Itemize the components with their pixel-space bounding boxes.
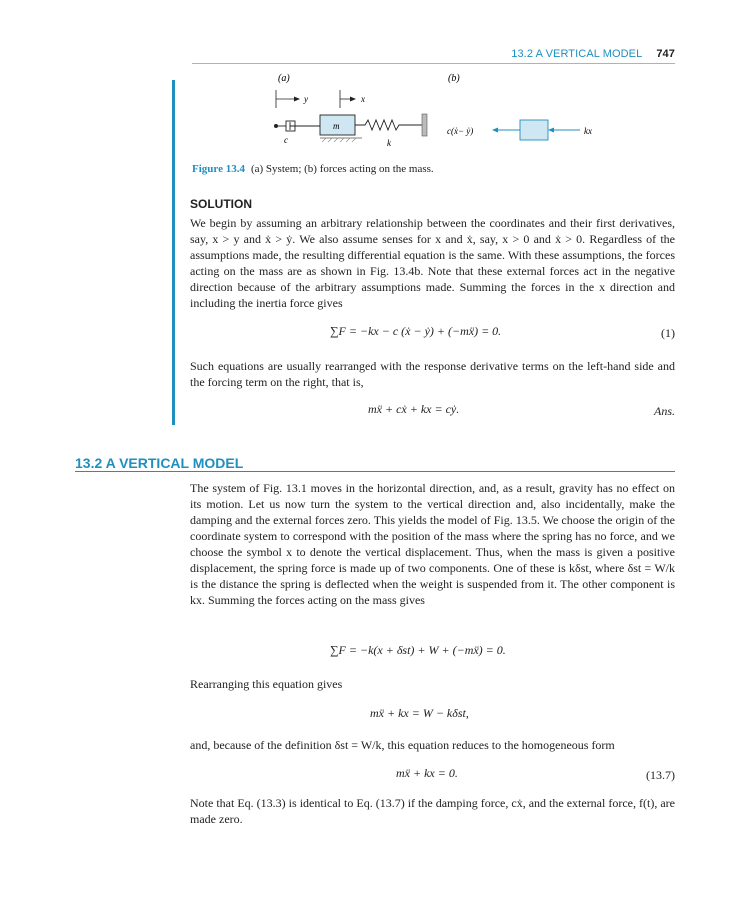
paragraph-vertical-model: The system of Fig. 13.1 moves in the horizontal direction, and, as a result, gravity has no effect on its motion. Let us now turn the system to the vertical direction and, also incidentally, make the damping and the external forces zero. This yields the model of Fig. 13.5. We choose the origin of the coordinate system to correspond with the position of the mass where the spring has no force, and we choose the symbol x to denote the vertical displacement. Thus, when the mass is given a positive displacement, the spring force is made up of two components. One of these is kδst, where δst = W/k is the distance the spring is deflected when the weight is suspended from it. The other component is kx. Summing the forces acting on the mass gives <box>190 481 675 607</box>
section-heading: 13.2 A VERTICAL MODEL <box>75 455 244 471</box>
spring-label: k <box>387 138 391 148</box>
figure-caption <box>192 163 434 175</box>
paragraph-definition: and, because of the definition δst = W/k, this equation reduces to the homogeneous form <box>190 738 615 752</box>
equation-2: mẍ + cẋ + kx = cẏ. <box>368 402 460 416</box>
force-spring-arrow <box>548 128 580 133</box>
equation-sum-forces: ∑F = −k(x + δst) + W + (−mẍ) = 0. <box>330 643 506 657</box>
figure-13-4 <box>190 68 620 163</box>
wall-symbol <box>422 114 427 136</box>
damper-symbol <box>274 121 320 131</box>
figure-label-a: (a) <box>278 73 290 84</box>
damper-label: c <box>284 135 288 145</box>
force-damper-arrow <box>492 128 520 133</box>
answer-tag: Ans. <box>654 404 675 418</box>
figure-caption-text: (a) System; (b) forces acting on the mass. <box>250 163 434 175</box>
figure-caption-label: Figure 13.4 <box>192 163 245 175</box>
paragraph-solution-intro: We begin by assuming an arbitrary relationship between the coordinates and their first derivatives, say, x > y and ẋ > ẏ. We also assume senses for x and ẋ, say, x > 0 and ẋ > 0. Regardless of the assumptions made, the resulting differential equation is the same. With these assumptions, the forces acting on the mass are as shown in Fig. 13.4b. Note that these external forces act in the negative direction because of the arbitrary assumptions made. Summing the forces in the x direction and including the inertia force gives <box>190 216 675 310</box>
force-damper-label: c(ẋ− ẏ) <box>447 126 474 136</box>
equation-1: ∑F = −kx − c (ẋ − ẏ) + (−mẍ) = 0. <box>330 324 502 338</box>
example-sidebar-bar <box>172 80 175 425</box>
coordinate-y-label: y <box>304 94 308 104</box>
equation-13-7: mẍ + kx = 0. <box>396 766 458 780</box>
fbd-mass-block <box>520 120 548 140</box>
coordinate-x-label: x <box>361 94 365 104</box>
solution-heading: SOLUTION <box>190 197 252 211</box>
mass-label: m <box>333 121 340 131</box>
paragraph-rearranged: Such equations are usually rearranged with the response derivative terms on the left-hand side and the forcing term on the right, that is, <box>190 359 675 389</box>
ground-hatching <box>320 138 362 142</box>
spring-symbol <box>355 120 422 130</box>
equation-13-7-number: (13.7) <box>646 768 675 782</box>
equation-rearranged: mẍ + kx = W − kδst, <box>370 706 469 720</box>
running-head <box>511 48 675 60</box>
section-rule <box>75 471 675 472</box>
force-spring-label: kx <box>584 126 592 136</box>
coordinate-y-arrow <box>276 90 300 108</box>
page-number: 747 <box>656 48 675 60</box>
running-head-section: 13.2 A VERTICAL MODEL <box>511 48 643 60</box>
paragraph-note: Note that Eq. (13.3) is identical to Eq. (13.7) if the damping force, cẋ, and the external force, f(t), are made zero. <box>190 796 675 826</box>
coordinate-x-arrow <box>340 90 356 108</box>
figure-label-b: (b) <box>448 73 460 84</box>
paragraph-rearranging: Rearranging this equation gives <box>190 677 343 691</box>
header-rule <box>192 63 675 64</box>
equation-1-number: (1) <box>661 326 675 340</box>
